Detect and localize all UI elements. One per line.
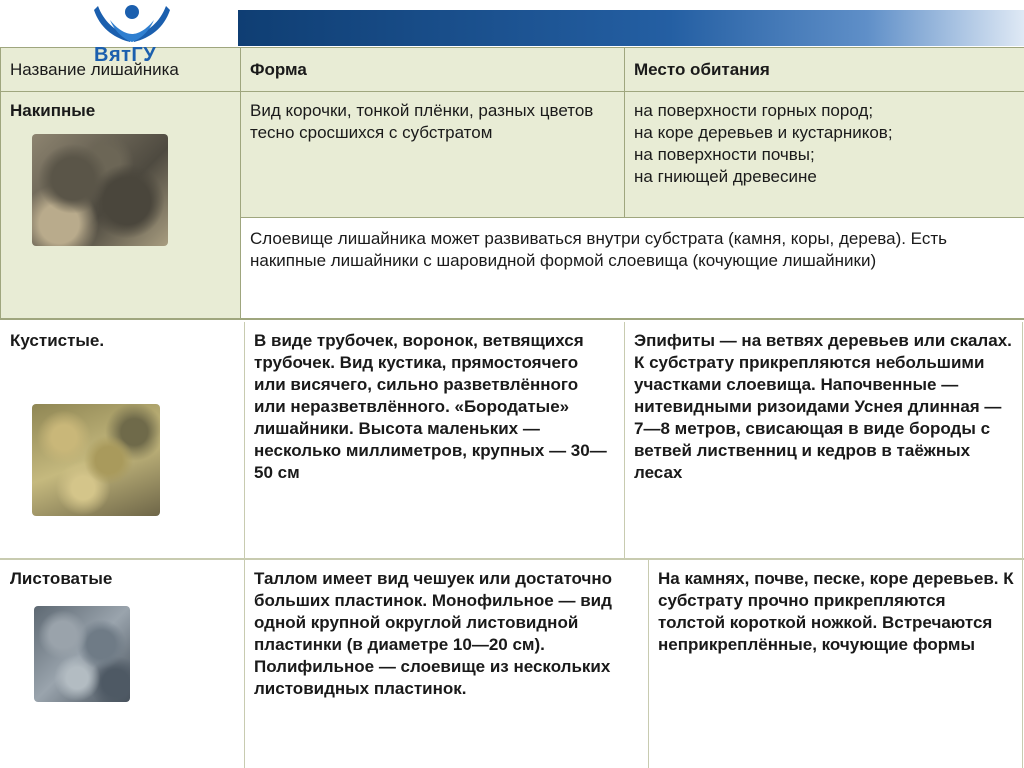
table-border xyxy=(648,560,649,768)
table-border xyxy=(240,48,241,320)
header-cell-form xyxy=(240,48,624,92)
row3-name: Листоватые xyxy=(10,569,113,588)
row1-form-cell xyxy=(240,92,624,218)
header-cell-habitat xyxy=(624,48,1024,92)
row2-habitat-cell xyxy=(624,322,1024,558)
row1-habitat-line: на коре деревьев и кустарников; xyxy=(634,123,893,142)
row3-form-cell xyxy=(244,560,648,768)
row1-habitat-line: на поверхности горных пород; xyxy=(634,101,874,120)
row2-habitat: Эпифиты — на ветвях деревьев или скалах. К субстрату прикрепляются небольшими участками слоевища. Напочвенные — нитевидными ризоидами Уснея длинная — 7—8 метров, свисающая в виде бороды с ветвей лиственниц и кедров в таёжных лесах xyxy=(634,331,1012,482)
foliose-lichen-image xyxy=(34,606,130,702)
column-header-habitat: Место обитания xyxy=(634,60,770,79)
row2-name: Кустистые. xyxy=(10,331,105,350)
row1-note: Слоевище лишайника может развиваться внутри субстрата (камня, коры, дерева). Есть накипные лишайники с шаровидной формой слоевища (кочующие лишайники) xyxy=(250,229,947,270)
fruticose-lichen-image xyxy=(32,404,160,516)
table-border xyxy=(1022,322,1023,768)
row3-habitat-cell xyxy=(648,560,1024,768)
table-border xyxy=(0,558,1024,560)
header-bar xyxy=(238,10,1024,46)
row1-habitat-line: на гниющей древесине xyxy=(634,167,817,186)
row1-habitat-line: на поверхности почвы; xyxy=(634,145,815,164)
table-border xyxy=(240,217,1024,218)
table-border xyxy=(0,91,1024,92)
table-border xyxy=(624,322,625,558)
row2-form-cell xyxy=(244,322,624,558)
table-border xyxy=(0,48,1,320)
row3-habitat: На камнях, почве, песке, коре деревьев. К субстрату прочно прикрепляются толстой короткой ножкой. Встречаются неприкреплённые, кочующие формы xyxy=(658,569,1014,654)
table-border xyxy=(624,48,625,218)
row1-name: Накипные xyxy=(10,101,96,120)
logo-text: ВятГУ xyxy=(94,44,157,66)
row2-form: В виде трубочек, воронок, ветвящихся трубочек. Вид кустика, прямостоячего или висячего, сильно разветвлённого или неразветвлённого. «Бородатые» лишайники. Высота маленьких — несколько миллиметров, крупных — 30—50 см xyxy=(254,331,607,482)
row1-habitat-cell xyxy=(624,92,1024,218)
column-header-form: Форма xyxy=(250,60,307,79)
table-border xyxy=(244,322,245,768)
row1-form: Вид корочки, тонкой плёнки, разных цветов тесно сросшихся с субстратом xyxy=(250,101,594,142)
column-header-name: Название лишайника xyxy=(10,60,179,79)
crustose-lichen-image xyxy=(32,134,168,246)
row3-form: Таллом имеет вид чешуек или достаточно больших пластинок. Монофильное — вид одной крупной округлой листовидной пластинки (в диаметре 10—20 см). Полифильное — слоевище из нескольких листовидных пластинок. xyxy=(254,569,613,698)
table-border xyxy=(0,318,1024,320)
row1-note-cell xyxy=(240,218,1024,318)
